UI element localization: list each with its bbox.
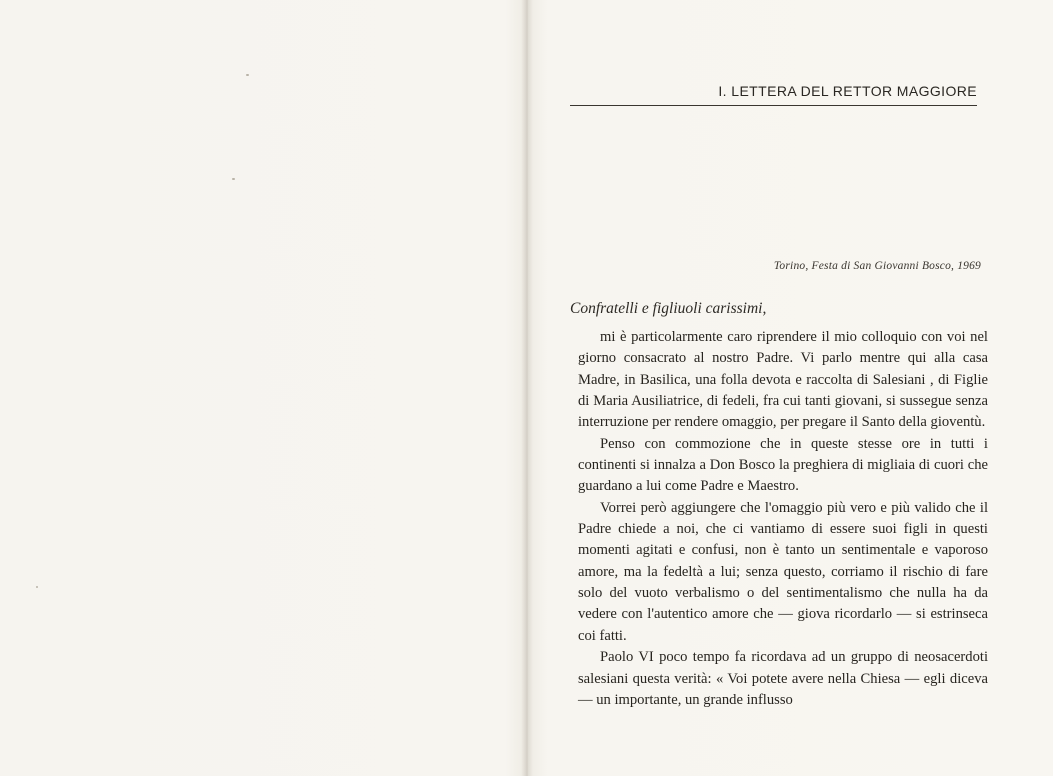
paragraph: Penso con commozione che in queste stesse ore in tutti i continenti si innalza a Don Bosco la preghiera di migliaia di cuori che guardano a lui come Padre e Maestro. [578, 435, 988, 495]
paragraph: Paolo VI poco tempo fa ricordava ad un gruppo di neosacerdoti salesiani questa verità: « Voi potete avere nella Chiesa — egli diceva — un importante, un grande influsso [578, 649, 988, 708]
salutation: Confratelli e figliuoli carissimi, [570, 300, 767, 317]
paragraph: Vorrei però aggiungere che l'omaggio più vero e più valido che il Padre chiede a noi, che ci vantiamo di essere suoi figli in questi momenti agitati e confusi, non è tanto un sentimentale e vaporoso amore, ma la fedeltà a lui; senza questo, corriamo il rischio di fare solo del vuoto verbalismo o del sentimentalismo che nulla ha da vedere con l'autentico amore che — giova ricordarlo — si estrinseca coi fatti. [578, 499, 988, 644]
paragraph: mi è particolarmente caro riprendere il mio colloquio con voi nel giorno consacrato al nostro Padre. Vi parlo mentre qui alla casa Madre, in Basilica, una folla devota e raccolta di Salesiani , di Figlie di Maria Ausiliatrice, di fedeli, fra cui tanti giovani, si sussegue senza interruzione per rendere omaggio, per pregare il Santo della gioventù. [578, 329, 988, 431]
header-rule [570, 105, 977, 106]
right-page [533, 0, 1053, 776]
paper-speck [246, 74, 249, 76]
paper-speck [232, 178, 235, 180]
book-gutter [521, 0, 533, 776]
letter-body [578, 327, 988, 711]
running-head: I. LETTERA DEL RETTOR MAGGIORE [718, 83, 977, 99]
dateline: Torino, Festa di San Giovanni Bosco, 1969 [773, 260, 981, 272]
paper-speck [36, 586, 38, 588]
